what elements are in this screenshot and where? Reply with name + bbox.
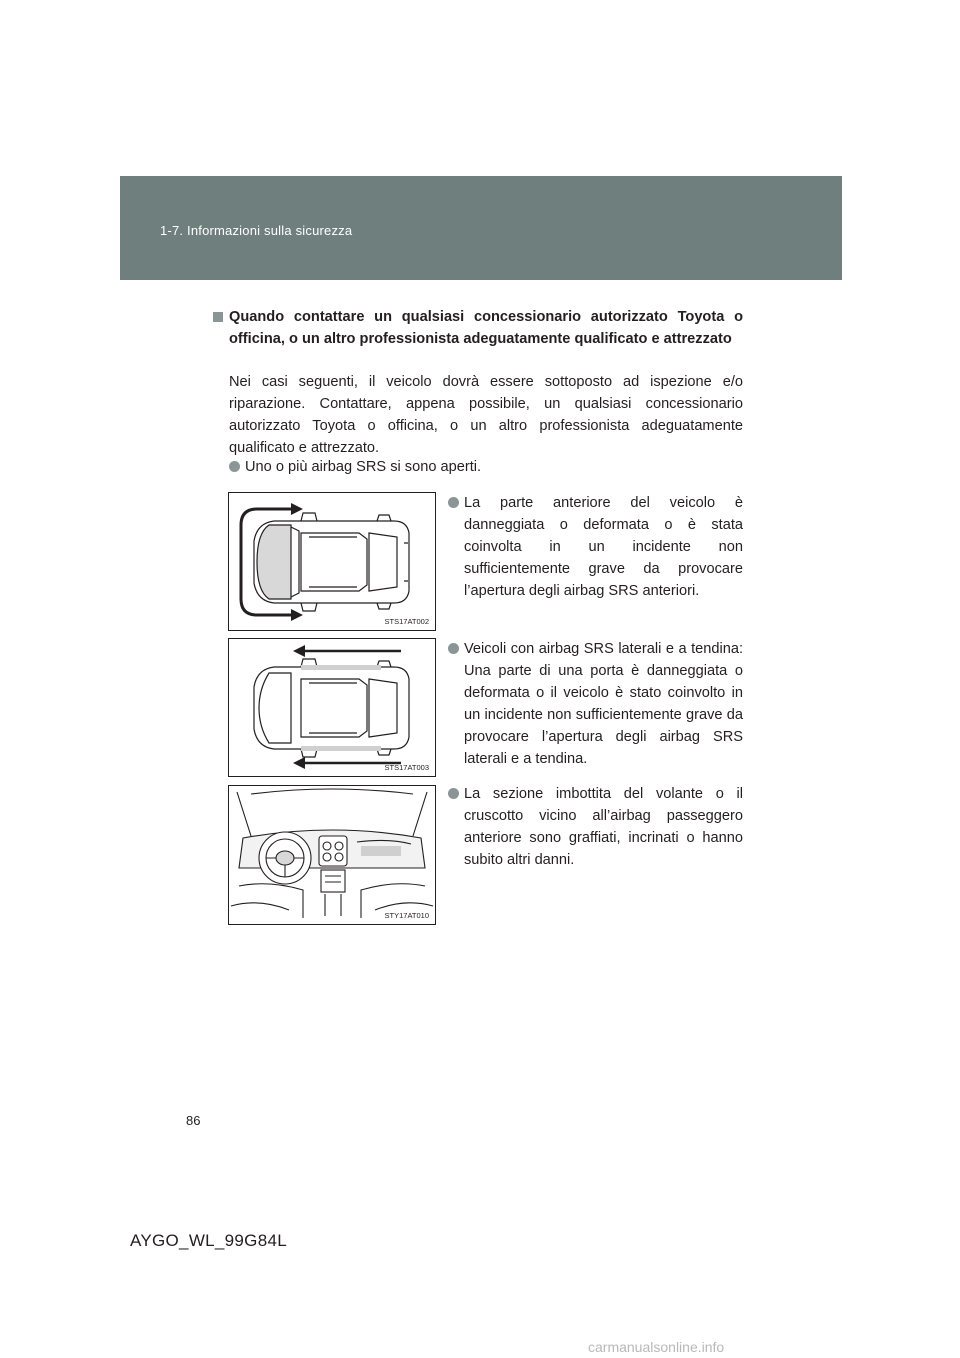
document-code: AYGO_WL_99G84L [130, 1231, 287, 1250]
square-bullet-icon [213, 312, 223, 322]
figure-side-impact [228, 638, 436, 777]
bullet-text: Veicoli con airbag SRS laterali e a tendina: Una parte di una porta è danneggiata o deformata o il veicolo è stato coinvolto in un incidente non sufficientemente grave da provocare l’apertura degli airbag SRS laterali e a tendina. [464, 641, 743, 767]
figure-front-impact [228, 492, 436, 631]
bullet-item [448, 492, 743, 602]
bullet-text: La parte anteriore del veicolo è danneggiata o deformata o è stata coinvolta in un incidente non sufficientemente grave da provocare l’apertura degli airbag SRS anteriori. [464, 495, 743, 599]
bullet-dot-icon [448, 788, 459, 799]
header-band [120, 176, 842, 280]
bullet-text: La sezione imbottita del volante o il cruscotto vicino all’airbag passeggero anteriore sono graffiati, incrinati o hanno subito altri danni. [464, 786, 743, 868]
section-title: 1-7. Informazioni sulla sicurezza [160, 223, 353, 238]
figure-code: STY17AT010 [384, 911, 429, 920]
bullet-dot-icon [448, 643, 459, 654]
bullet-dot-icon [229, 461, 240, 472]
bullet-item [229, 456, 743, 478]
section-heading-text: Quando contattare un qualsiasi concessionario autorizzato Toyota o officina, o un altro professionista adeguatamente qualificato e attrezzato [229, 309, 743, 347]
intro-paragraph: Nei casi seguenti, il veicolo dovrà essere sottoposto ad ispezione e/o riparazione. Contattare, appena possibile, un qualsiasi concessionario autorizzato Toyota o officina, o un altro professionista adeguatamente qualificato e attrezzato. [229, 374, 743, 456]
bullet-dot-icon [448, 497, 459, 508]
bullet-item [448, 638, 743, 770]
watermark: carmanualsonline.info [588, 1339, 725, 1355]
car-top-view-front-illustration [229, 493, 435, 630]
bullet-text: Uno o più airbag SRS si sono aperti. [245, 459, 482, 475]
page-number: 86 [186, 1113, 201, 1128]
section-heading [213, 306, 743, 350]
figure-dashboard [228, 785, 436, 925]
figure-code: STS17AT002 [384, 617, 429, 626]
figure-code: STS17AT003 [384, 763, 429, 772]
bullet-item [448, 783, 743, 871]
car-top-view-side-illustration [229, 639, 435, 776]
dashboard-illustration [229, 786, 435, 924]
